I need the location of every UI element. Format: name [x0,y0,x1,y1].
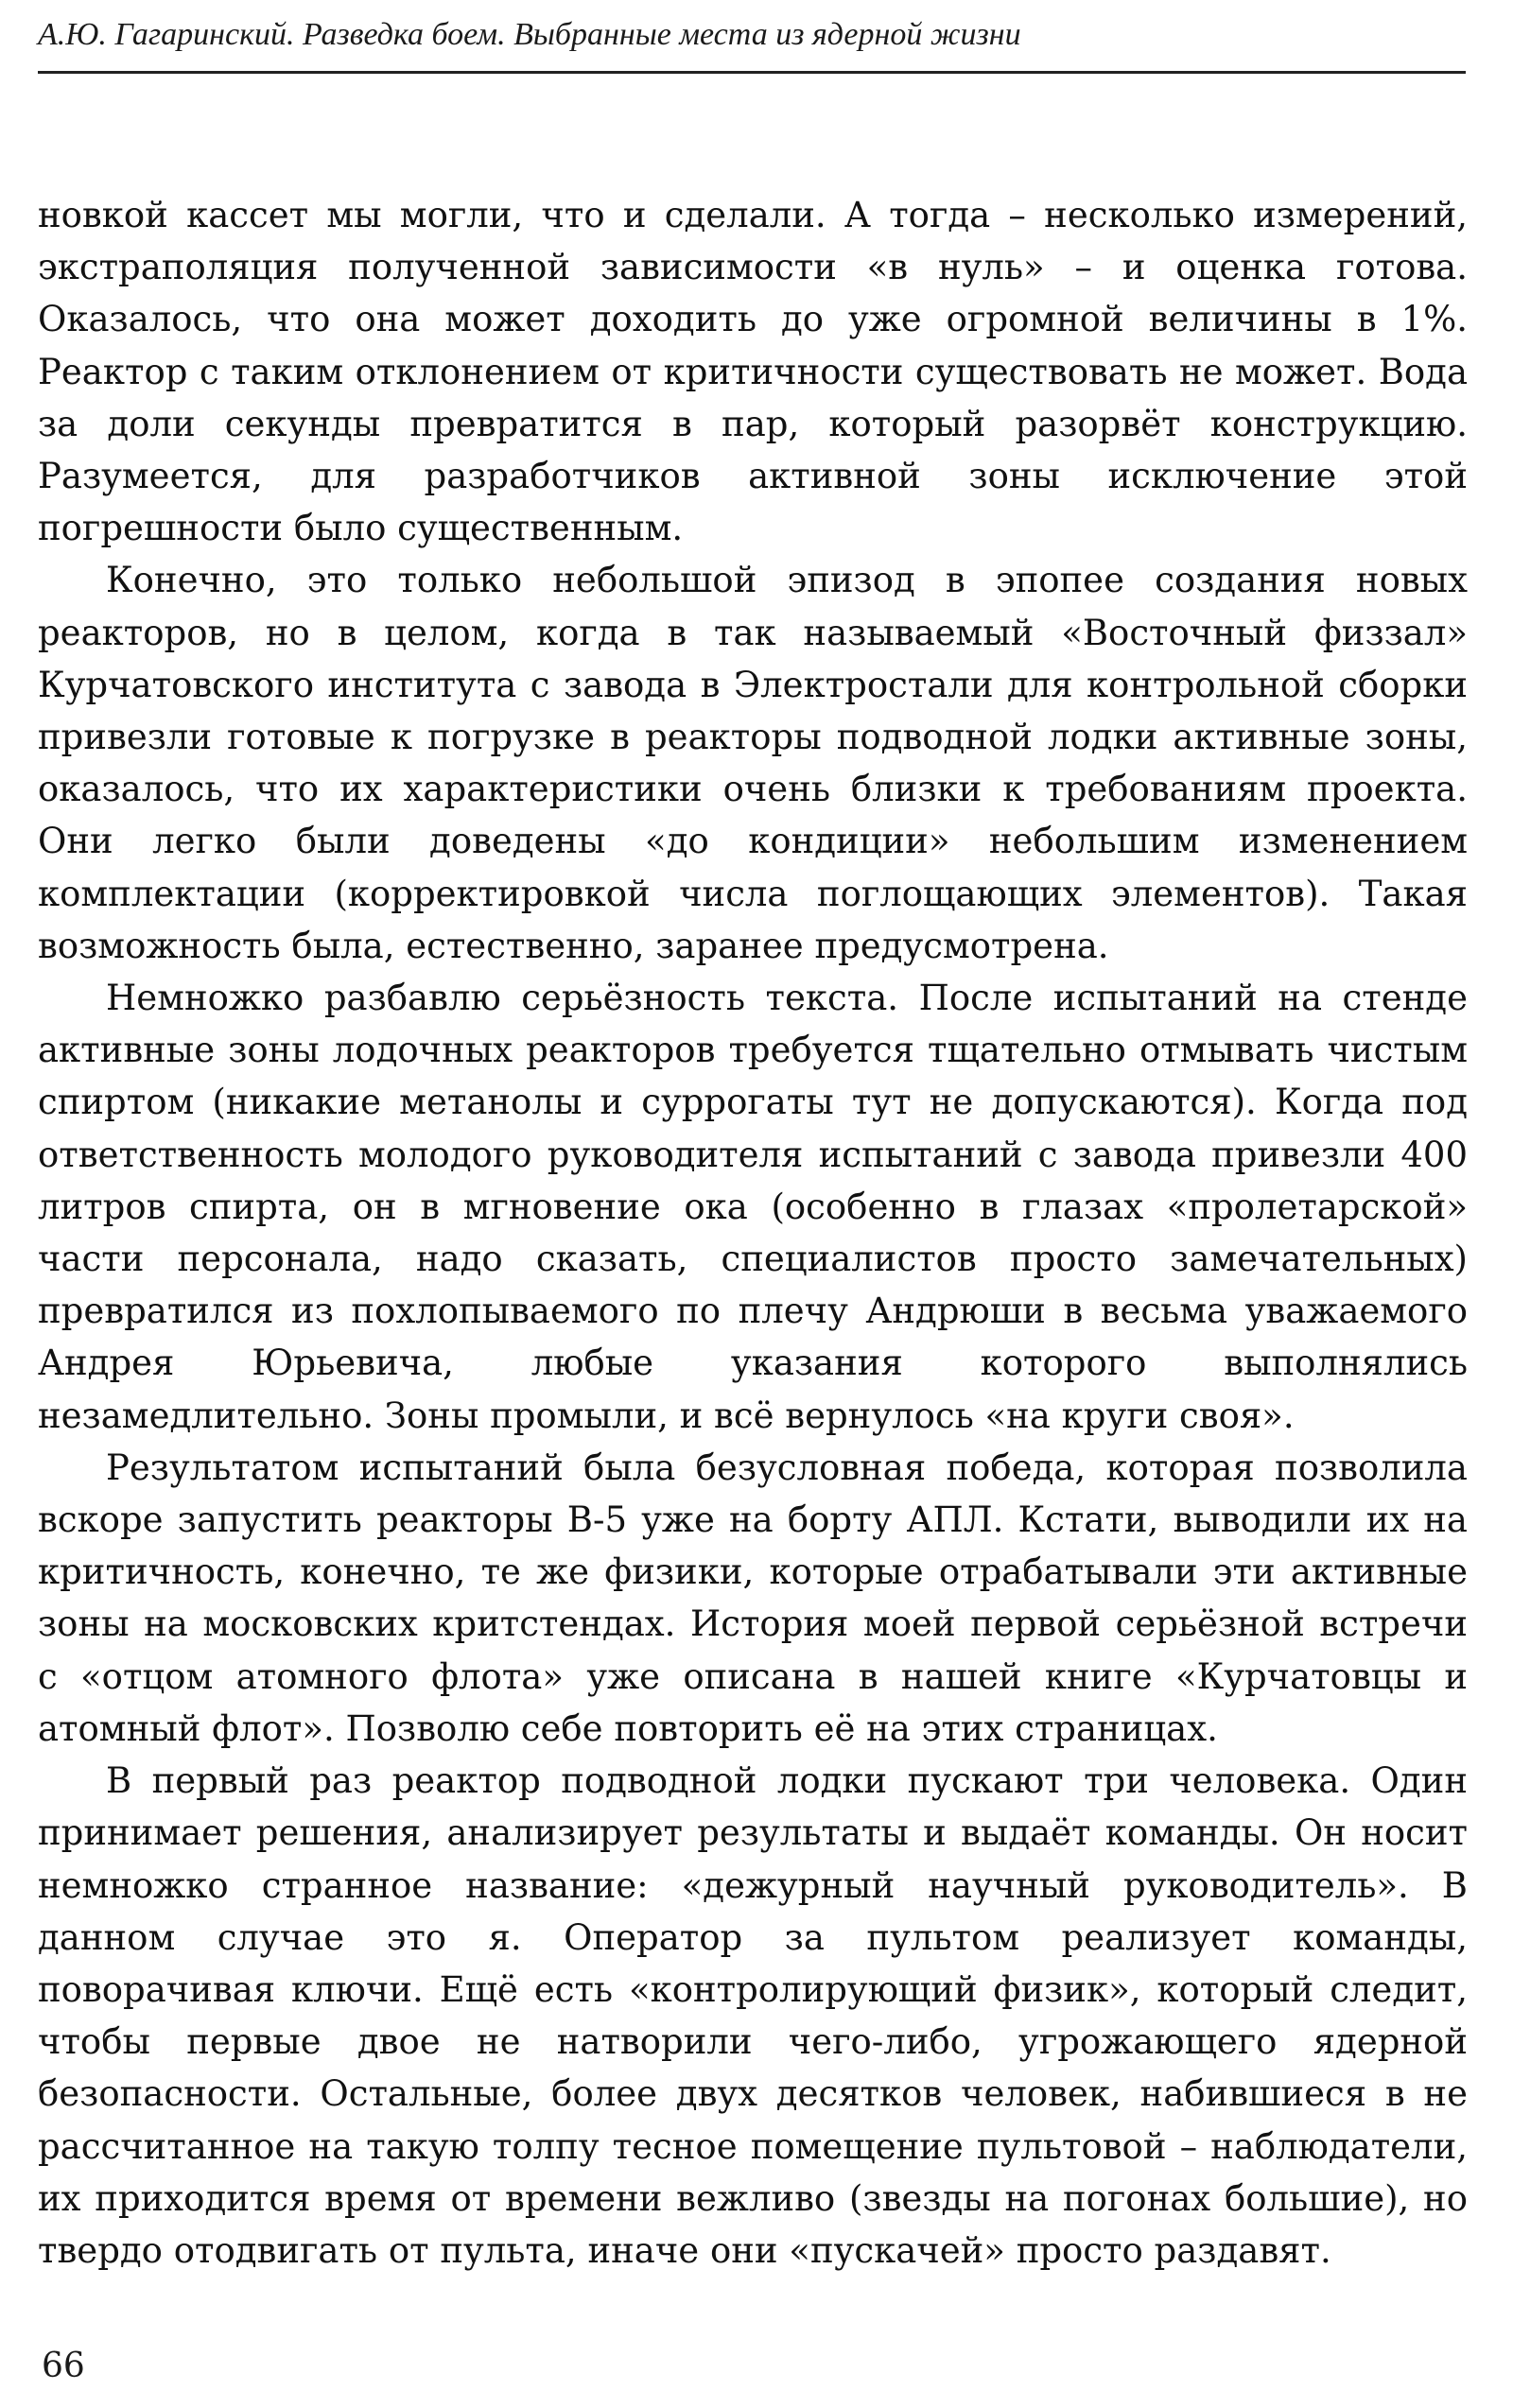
paragraph: В первый раз реактор подводной лодки пускают три человека. Один принимает решения, анализирует результаты и выдаёт команды. Он носит немножко странное название: «дежурный научный руководитель». В данном случае это я. Оператор за пультом реализует команды, поворачивая ключи. Ещё есть «контролирующий физик», который следит, чтобы первые двое не натворили чего-либо, угрожающего ядерной безопасности. Остальные, более двух десятков человек, набившиеся в не рассчитанное на такую толпу тесное помещение пультовой – наблюдатели, их приходится время от времени вежливо (звезды на погонах большие), но твердо отодвигать от пульта, иначе они «пускачей» просто раздавят. [38,1760,1468,2271]
page-number: 66 [42,2347,85,2385]
paragraph: Конечно, это только небольшой эпизод в эпопее создания новых реакторов, но в целом, когда в так называемый «Восточный физзал» Курчатовского института с завода в Электростали для контрольной сборки привезли готовые к погрузке в реакторы подводной лодки активные зоны, оказалось, что их характеристики очень близки к требованиям проекта. Они легко были доведены «до кондиции» небольшим изменением комплектации (корректировкой числа поглощающих элементов). Такая возможность была, естественно, заранее предусмотрена. [38,560,1468,966]
paragraph: Результатом испытаний была безусловная победа, которая позволила вскоре запустить реакторы В-5 уже на борту АПЛ. Кстати, выводили их на критичность, конечно, те же физики, которые отрабатывали эти активные зоны на московских критстендах. История моей первой серьёзной встречи с «отцом атомного флота» уже описана в нашей книге «Курчатовцы и атомный флот». Позволю себе повторить её на этих страницах. [38,1447,1468,1749]
running-header: А.Ю. Гагаринский. Разведка боем. Выбранные места из ядерной жизни [38,17,1021,52]
paragraph-continuation: новкой кассет мы могли, что и сделали. А тогда – несколько измерений, экстраполяция полученной зависимости «в нуль» – и оценка готова. Оказалось, что она может доходить до уже огромной величины в 1%. Реактор с таким отклонением от критичности существовать не может. Вода за доли секунды превратится в пар, который разорвёт конструкцию. Разумеется, для разработчиков активной зоны исключение этой погрешности было существенным. [38,195,1468,549]
paragraph: Немножко разбавлю серьёзность текста. После испытаний на стенде активные зоны лодочных реакторов требуется тщательно отмывать чистым спиртом (никакие метанолы и суррогаты тут не допускаются). Когда под ответственность молодого руководителя испытаний с завода привезли 400 литров спирта, он в мгновение ока (особенно в глазах «пролетарской» части персонала, надо сказать, специалистов просто замечательных) превратился из похлопываемого по плечу Андрюши в весьма уважаемого Андрея Юрьевича, любые указания которого выполнялись незамедлительно. Зоны промыли, и всё вернулось «на круги своя». [38,978,1468,1436]
body-text [38,189,1468,2277]
header-rule [38,71,1466,74]
